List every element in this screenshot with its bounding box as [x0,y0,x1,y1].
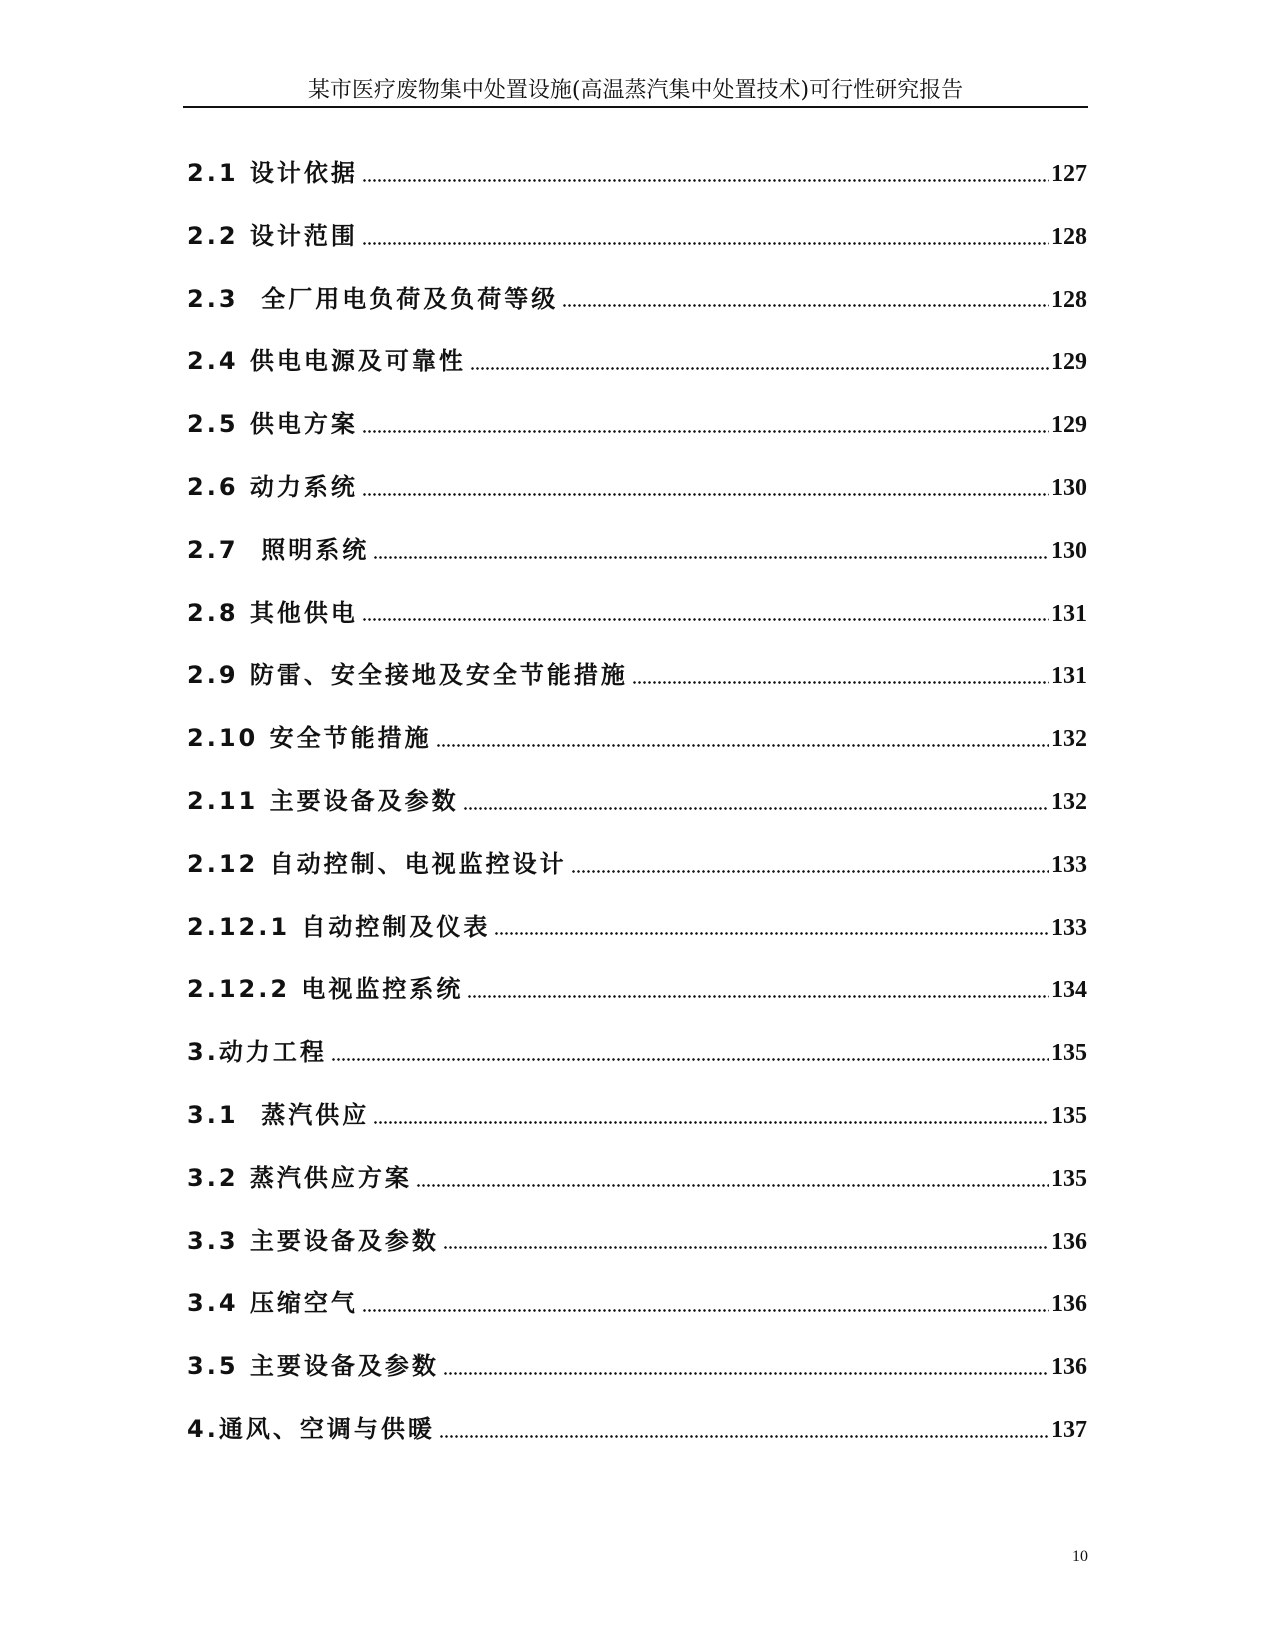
toc-entry[interactable] [187,958,1087,1021]
toc-entry-label: 2.6 动力系统 [187,472,358,501]
toc-entry-label: 2.1 设计依据 [187,159,358,187]
toc-dot-leader [362,1308,1049,1313]
toc-dot-leader [416,1183,1049,1188]
toc-entry-page: 134 [1051,977,1087,1004]
toc-dot-leader [439,1434,1049,1439]
toc-entry-label: 2.2 设计范围 [187,221,358,250]
toc-entry[interactable] [187,582,1087,645]
toc-entry-page: 129 [1051,349,1087,376]
header-rule [183,106,1088,108]
toc-dot-leader [362,492,1049,497]
toc-entry[interactable] [187,1021,1087,1084]
toc-entry-page: 133 [1051,851,1087,878]
toc-dot-leader [571,869,1049,874]
toc-entry-label: 2.12.2 电视监控系统 [187,975,464,1004]
toc-entry-label: 2.8 其他供电 [187,598,358,627]
toc-entry[interactable] [187,1084,1087,1147]
running-header: 某市医疗废物集中处置设施(高温蒸汽集中处置技术)可行性研究报告 [307,78,964,103]
toc-entry[interactable] [187,1210,1087,1273]
toc-entry-page: 128 [1051,286,1087,313]
toc-entry[interactable] [187,1272,1087,1335]
toc-entry-page: 131 [1051,600,1087,627]
toc-dot-leader [373,555,1049,560]
toc-entry-label: 3.1 蒸汽供应 [187,1100,370,1129]
toc-entry-label: 4.通风、空调与供暖 [187,1414,435,1443]
toc-dot-leader [362,241,1049,246]
toc-dot-leader [632,680,1049,685]
toc-entry[interactable] [187,268,1087,331]
page-number: 10 [1072,1548,1088,1565]
toc-entry-label: 2.11 主要设备及参数 [187,786,459,815]
toc-entry-label: 2.12.1 自动控制及仪表 [187,912,491,941]
toc-entry[interactable] [187,1335,1087,1398]
toc-entry-page: 131 [1051,663,1087,690]
toc-entry-page: 136 [1051,1228,1087,1255]
toc-entry-label: 2.9 防雷、安全接地及安全节能措施 [187,661,628,690]
toc-entry-page: 136 [1051,1354,1087,1381]
toc-dot-leader [443,1245,1049,1250]
toc-entry[interactable] [187,456,1087,519]
toc-entry-label: 3.5 主要设备及参数 [187,1352,439,1381]
toc-dot-leader [362,178,1049,183]
toc-entry[interactable] [187,1398,1087,1461]
toc-entry-page: 133 [1051,914,1087,941]
toc-entry-page: 130 [1051,537,1087,564]
toc-entry[interactable] [187,330,1087,393]
toc-entry-page: 136 [1051,1291,1087,1318]
toc-dot-leader [362,617,1049,622]
toc-dot-leader [331,1057,1049,1062]
toc-dot-leader [467,994,1049,999]
toc-entry[interactable] [187,393,1087,456]
toc-entry-page: 128 [1051,223,1087,250]
toc-entry[interactable] [187,519,1087,582]
toc-entry[interactable] [187,833,1087,896]
toc-entry[interactable] [187,770,1087,833]
toc-entry[interactable] [187,1147,1087,1210]
toc-entry-label: 3.3 主要设备及参数 [187,1226,439,1255]
toc-dot-leader [373,1120,1049,1125]
toc-dot-leader [494,931,1049,936]
toc-entry-label: 2.4 供电电源及可靠性 [187,347,466,376]
toc-entry-label: 2.10 安全节能措施 [187,724,432,753]
toc-entry-label: 2.12 自动控制、电视监控设计 [187,849,567,878]
toc-entry-page: 129 [1051,412,1087,439]
toc-entry-label: 3.2 蒸汽供应方案 [187,1163,412,1192]
toc-entry-label: 2.5 供电方案 [187,410,358,439]
toc-entry-label: 3.4 压缩空气 [187,1289,358,1318]
toc-entry[interactable] [187,142,1087,205]
toc-entry-page: 135 [1051,1102,1087,1129]
toc-entry-page: 137 [1051,1416,1087,1443]
toc-dot-leader [436,743,1049,748]
toc-dot-leader [463,806,1049,811]
toc-entry-label: 3.动力工程 [187,1038,327,1067]
toc-entry-page: 132 [1051,788,1087,815]
table-of-contents [187,142,1087,1461]
toc-dot-leader [362,429,1049,434]
toc-dot-leader [562,303,1049,308]
toc-entry-page: 135 [1051,1040,1087,1067]
toc-entry[interactable] [187,644,1087,707]
toc-entry-page: 130 [1051,474,1087,501]
toc-entry-label: 2.7 照明系统 [187,535,370,564]
toc-dot-leader [470,366,1049,371]
toc-entry[interactable] [187,707,1087,770]
toc-entry-label: 2.3 全厂用电负荷及负荷等级 [187,284,559,313]
toc-dot-leader [443,1371,1049,1376]
toc-entry[interactable] [187,896,1087,959]
toc-entry-page: 135 [1051,1165,1087,1192]
toc-entry[interactable] [187,205,1087,268]
toc-entry-page: 132 [1051,726,1087,753]
toc-entry-page: 127 [1051,161,1087,187]
